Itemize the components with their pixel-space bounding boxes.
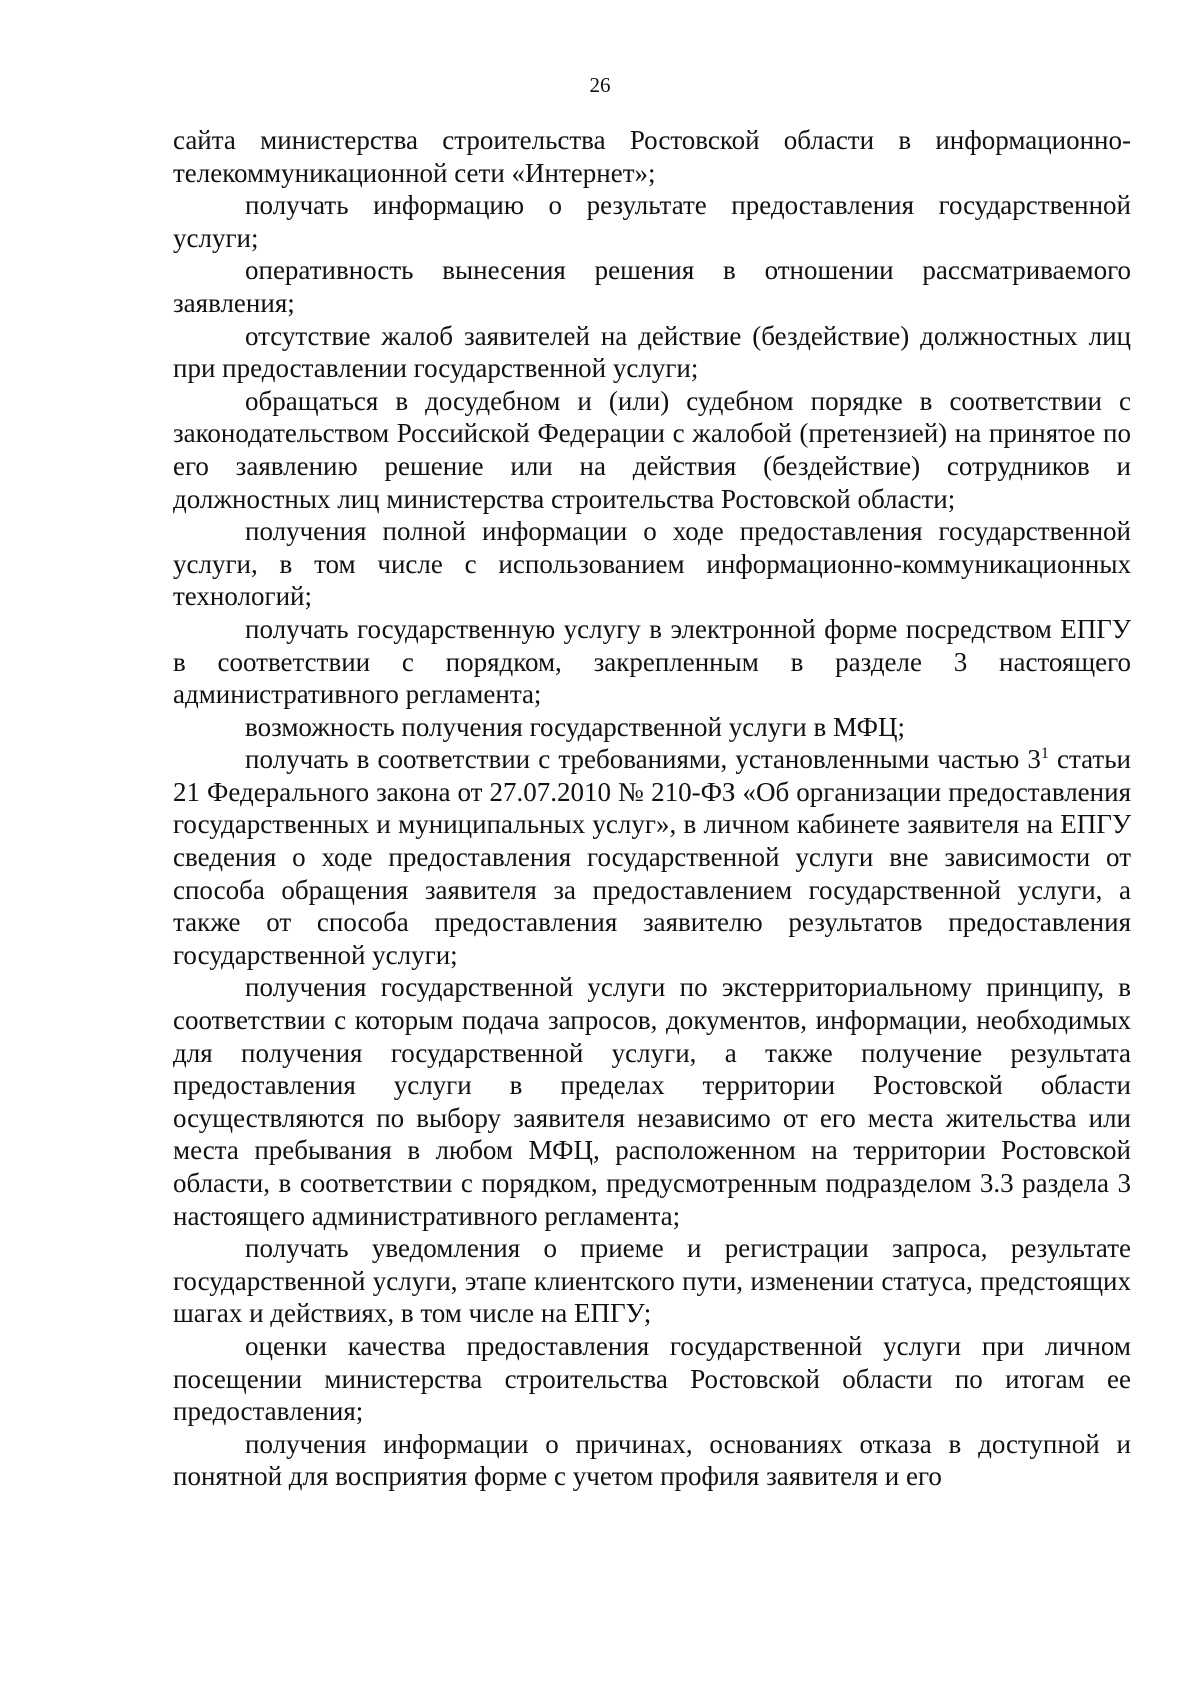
superscript-mark: 1 <box>1040 745 1049 763</box>
paragraph-notifications: получать уведомления о приеме и регистрации запроса, результате государственной услуги, этапе клиентского пути, изменении статуса, предстоящих шагах и действиях, в том числе на ЕПГУ; <box>173 1233 1131 1329</box>
paragraph-no-complaints: отсутствие жалоб заявителей на действие (бездействие) должностных лиц при предоставлении государственной услуги; <box>173 320 1131 384</box>
document-body <box>173 124 1131 1493</box>
paragraph-website: сайта министерства строительства Ростовской области в информационно-телекоммуникационной сети «Интернет»; <box>173 125 1131 188</box>
paragraph-decision-speed: оперативность вынесения решения в отношении рассматриваемого заявления; <box>173 255 1131 318</box>
paragraph-personal-cabinet-rest: статьи 21 Федерального закона от 27.07.2010 № 210-ФЗ «Об организации предоставления государственных и муниципальных услуг», в личном кабинете заявителя на ЕПГУ сведения о ходе предоставления государственной услуги вне зависимости от способа обращения заявителя за предоставлением государственной услуги, а также от способа предоставления заявителю результатов предоставления государственной услуги; <box>173 744 1131 970</box>
paragraph-mfc: возможность получения государственной услуги в МФЦ; <box>245 711 905 742</box>
paragraph-personal-cabinet-start: получать в соответствии с требованиями, установленными частью 3 <box>245 744 1041 775</box>
paragraph-result-info: получать информацию о результате предоставления государственной услуги; <box>173 190 1131 253</box>
page-number: 26 <box>589 73 611 97</box>
paragraph-full-info: получения полной информации о ходе предоставления государственной услуги, в том числе с использованием информационно-коммуникационных технологий; <box>173 516 1131 612</box>
paragraph-personal-cabinet <box>173 743 1131 971</box>
paragraph-refusal-reasons: получения информации о причинах, основаниях отказа в доступной и понятной для восприятия форме с учетом профиля заявителя и его <box>173 1428 1131 1492</box>
paragraph-quality-assessment: оценки качества предоставления государственной услуги при личном посещении министерства строительства Ростовской области по итогам ее предоставления; <box>173 1330 1131 1427</box>
paragraph-appeal: обращаться в досудебном и (или) судебном порядке в соответствии с законодательством Российской Федерации с жалобой (претензией) на принятое по его заявлению решение или на действия (бездействие) сотрудников и должностных лиц министерства строительства Ростовской области; <box>173 385 1131 514</box>
paragraph-electronic-service: получать государственную услугу в электронной форме посредством ЕПГУ в соответствии с порядком, закрепленным в разделе 3 настоящего административного регламента; <box>173 613 1131 710</box>
paragraph-extraterritorial: получения государственной услуги по экстерриториальному принципу, в соответствии с которым подача запросов, документов, информации, необходимых для получения государственной услуги, а также получение результата предоставления услуги в пределах территории Ростовской области осуществляются по выбору заявителя независимо от его места жительства или места пребывания в любом МФЦ, расположенном на территории Ростовской области, в соответствии с порядком, предусмотренным подразделом 3.3 раздела 3 настоящего административного регламента; <box>173 972 1131 1231</box>
